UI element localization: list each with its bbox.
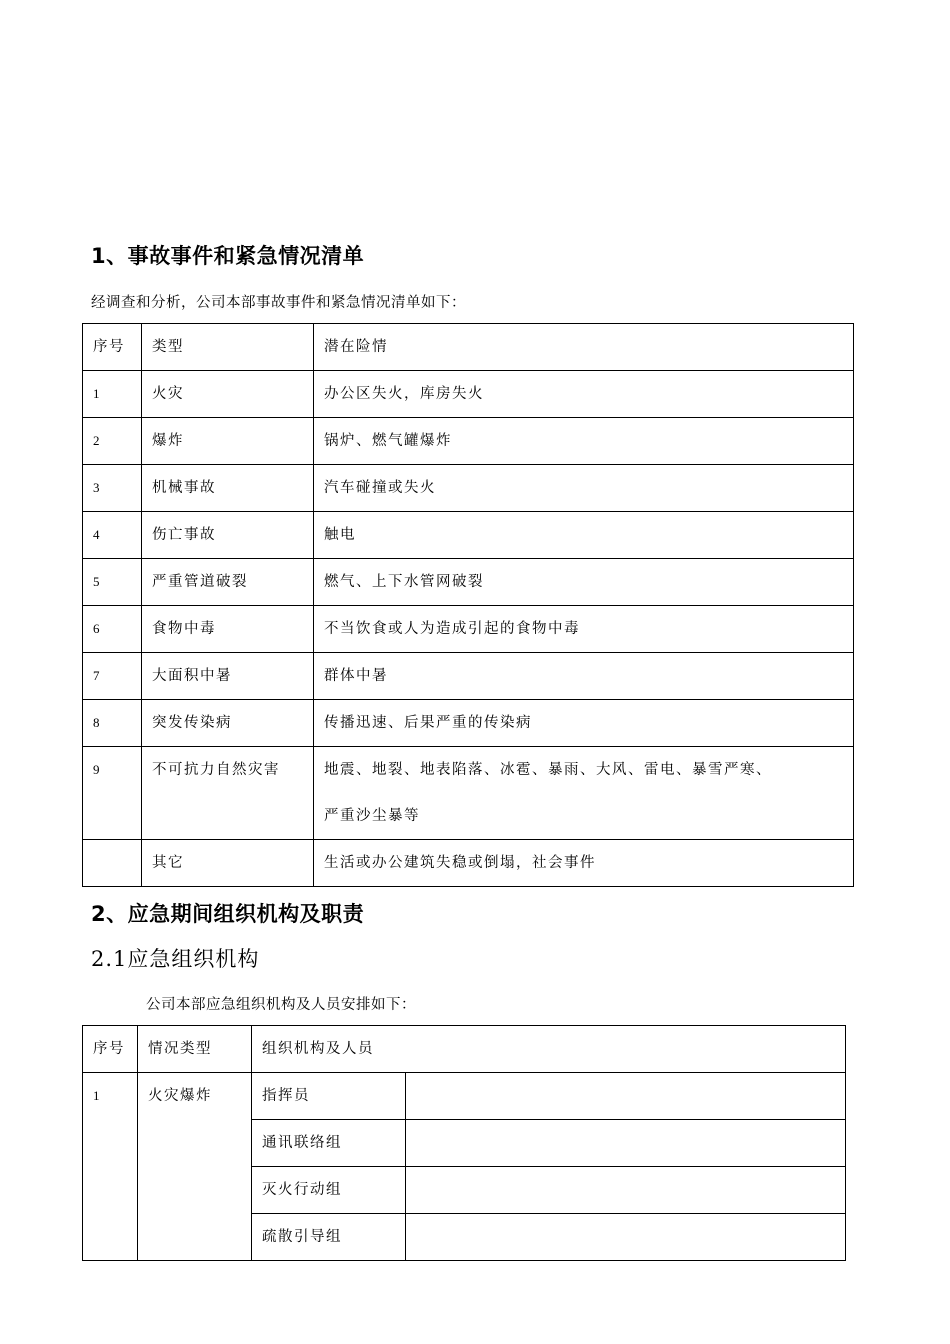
row-no: 1 xyxy=(83,371,142,418)
group-commander-members xyxy=(406,1073,846,1120)
section-1-heading: 1、事故事件和紧急情况清单 xyxy=(91,244,365,268)
row-risk-line-1: 地震、地裂、地表陷落、冰雹、暴雨、大风、雷电、暴雪严寒、 xyxy=(324,762,772,778)
header-type: 情况类型 xyxy=(138,1026,252,1073)
group-evacuation-members xyxy=(406,1214,846,1261)
group-firefighting-members xyxy=(406,1167,846,1214)
row-no: 8 xyxy=(83,700,142,747)
row-risk: 触电 xyxy=(314,512,854,559)
section-1-intro: 经调查和分析，公司本部事故事件和紧急情况清单如下： xyxy=(91,295,466,311)
row-risk: 不当饮食或人为造成引起的食物中毒 xyxy=(314,606,854,653)
header-type: 类型 xyxy=(142,324,314,371)
table-row xyxy=(83,747,854,840)
row-risk-line-2: 严重沙尘暴等 xyxy=(324,808,420,824)
row-risk: 传播迅速、后果严重的传染病 xyxy=(314,700,854,747)
group-commander: 指挥员 xyxy=(252,1073,406,1120)
row-type: 不可抗力自然灾害 xyxy=(142,747,314,840)
row-no: 2 xyxy=(83,418,142,465)
table-header-row xyxy=(83,1026,846,1073)
table-row xyxy=(83,840,854,887)
row-type: 火灾爆炸 xyxy=(138,1073,252,1261)
header-no: 序号 xyxy=(83,324,142,371)
row-type: 食物中毒 xyxy=(142,606,314,653)
row-risk: 燃气、上下水管网破裂 xyxy=(314,559,854,606)
table-row xyxy=(83,512,854,559)
row-no: 5 xyxy=(83,559,142,606)
table-header-row xyxy=(83,324,854,371)
table-row xyxy=(83,559,854,606)
section-2-1-heading: 2.1应急组织机构 xyxy=(91,947,260,971)
table-row xyxy=(83,418,854,465)
table-row xyxy=(83,700,854,747)
emergency-organization-table xyxy=(82,1025,846,1261)
row-no: 1 xyxy=(83,1073,138,1261)
row-no: 3 xyxy=(83,465,142,512)
row-no: 9 xyxy=(83,747,142,840)
row-type: 伤亡事故 xyxy=(142,512,314,559)
section-2-intro: 公司本部应急组织机构及人员安排如下： xyxy=(146,997,416,1013)
row-no xyxy=(83,840,142,887)
row-risk: 锅炉、燃气罐爆炸 xyxy=(314,418,854,465)
row-type: 其它 xyxy=(142,840,314,887)
row-type: 火灾 xyxy=(142,371,314,418)
row-type: 机械事故 xyxy=(142,465,314,512)
row-no: 6 xyxy=(83,606,142,653)
row-type: 严重管道破裂 xyxy=(142,559,314,606)
table-row xyxy=(83,653,854,700)
row-risk: 生活或办公建筑失稳或倒塌，社会事件 xyxy=(314,840,854,887)
group-evacuation: 疏散引导组 xyxy=(252,1214,406,1261)
row-type: 突发传染病 xyxy=(142,700,314,747)
table-row xyxy=(83,465,854,512)
emergency-list-table xyxy=(82,323,854,887)
table-row xyxy=(83,606,854,653)
header-organization: 组织机构及人员 xyxy=(252,1026,846,1073)
row-no: 4 xyxy=(83,512,142,559)
row-type: 爆炸 xyxy=(142,418,314,465)
row-risk: 办公区失火，库房失火 xyxy=(314,371,854,418)
row-risk: 群体中暑 xyxy=(314,653,854,700)
header-no: 序号 xyxy=(83,1026,138,1073)
row-no: 7 xyxy=(83,653,142,700)
row-type: 大面积中暑 xyxy=(142,653,314,700)
table-row xyxy=(83,1073,846,1120)
row-risk: 汽车碰撞或失火 xyxy=(314,465,854,512)
section-2-heading: 2、应急期间组织机构及职责 xyxy=(91,902,365,926)
group-communication: 通讯联络组 xyxy=(252,1120,406,1167)
group-firefighting: 灭火行动组 xyxy=(252,1167,406,1214)
header-risk: 潜在险情 xyxy=(314,324,854,371)
table-row xyxy=(83,371,854,418)
group-communication-members xyxy=(406,1120,846,1167)
row-risk xyxy=(314,747,854,840)
